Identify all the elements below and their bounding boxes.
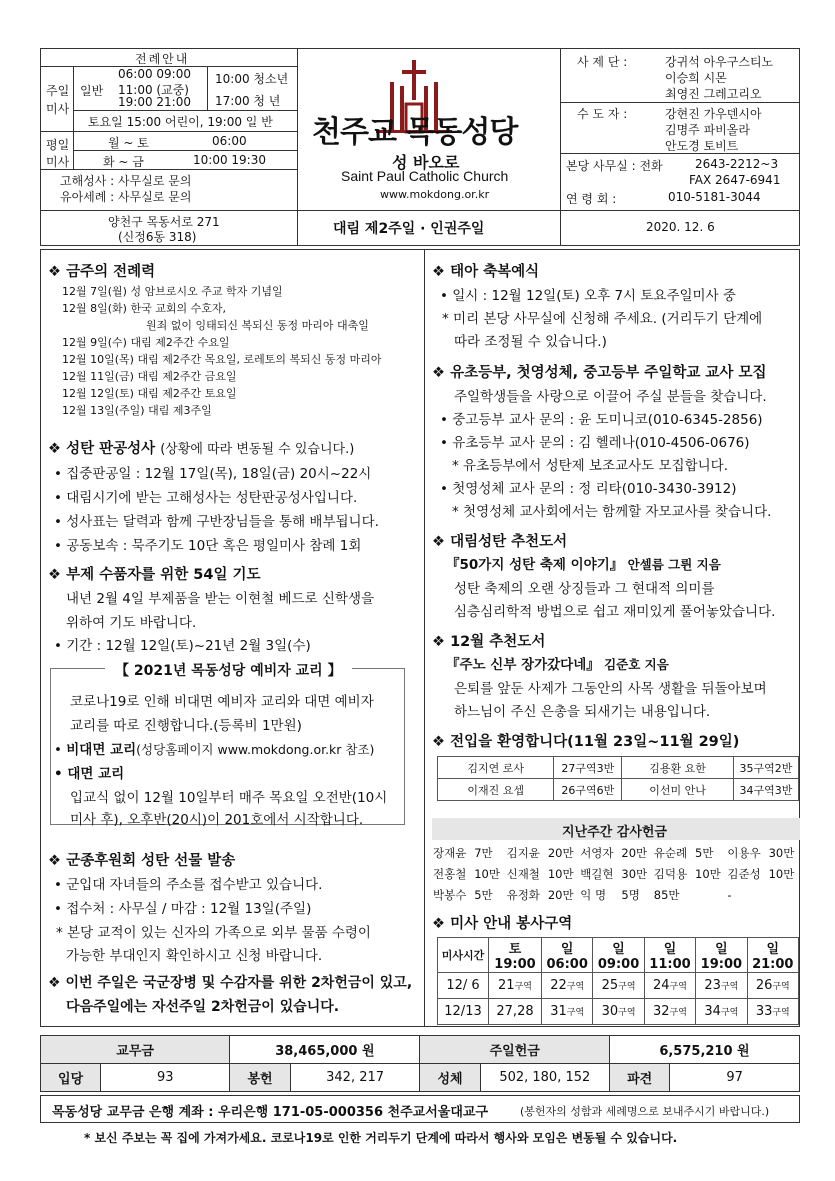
welcome-table (437, 756, 799, 801)
confession-line: • 집중판공일 : 12월 17일(목), 18일(금) 20시~22시 (54, 466, 372, 482)
patron-saint: 성 바오로 (392, 153, 460, 172)
confession-line: • 공동보속 : 묵주기도 10단 혹은 평일미사 참례 1회 (54, 538, 362, 554)
table-cell: 23구역 (696, 973, 747, 999)
table-row (41, 1036, 800, 1064)
office-phone: 2643-2212~3 (695, 157, 779, 171)
table-row (432, 884, 800, 905)
liturgy-item: 12월 9일(수) 대림 제2주간 수요일 (62, 336, 230, 349)
sunday-times-3: 19:00 21:00 (118, 95, 191, 109)
weekday-time-1: 06:00 (212, 134, 247, 148)
table-cell: 이용우 (727, 845, 761, 860)
table-cell: 주일헌금 (420, 1036, 610, 1064)
table-cell: 34구역 (696, 999, 747, 1025)
table-cell: 32구역 (644, 999, 695, 1025)
catechumen-title: 【 2021년 목동성당 예비자 교리 】 (105, 660, 352, 680)
table-cell: 일19:00 (696, 938, 747, 973)
table-cell: 20만 (547, 887, 574, 902)
website-url: www.mokdong.or.kr (380, 188, 490, 201)
advent-book-line-2: 심층심리학적 방법으로 쉽고 재미있게 풀어놓았습니다. (454, 604, 776, 620)
teachers-line: • 중고등부 교사 문의 : 윤 도미니코(010-6345-2856) (440, 412, 763, 428)
council-phone: 010-5181-3044 (668, 190, 761, 204)
table-cell: 5명 (621, 887, 640, 902)
unborn-blessing-title: ❖ 태아 축복예식 (432, 264, 540, 280)
liturgy-item: 12월 12일(토) 대림 제2주간 토요일 (62, 387, 237, 400)
bulletin-date: 2020. 12. 6 (646, 220, 715, 234)
table-cell: 20만 (547, 845, 574, 860)
liturgy-item: 12월 13일(주일) 대림 제3주일 (62, 404, 212, 417)
table-cell: 파견 (609, 1064, 669, 1092)
saturday-mass-row: 토요일 15:00 어린이, 19:00 일 반 (88, 115, 273, 129)
table-cell: 이재진 요셉 (438, 779, 554, 801)
catechumen-offline-2: 미사 후), 오후반(20시)이 201호에서 시작합니다. (70, 812, 364, 828)
december-book-title: ❖ 12월 추천도서 (432, 634, 546, 650)
clergy-1: 강귀석 아우구스티노 (665, 55, 774, 69)
table-cell: 12/ 6 (438, 973, 489, 999)
table-cell: 5만 (695, 845, 714, 860)
sunday-mass-label-2: 미사 (46, 102, 70, 116)
sunday-title: 대림 제2주일 · 인권주일 (333, 221, 485, 237)
table-cell: 김덕용 (653, 866, 688, 881)
table-cell: 박봉수 (433, 887, 467, 902)
table-cell: 6,575,210 원 (609, 1036, 799, 1064)
sunday-youth-time: 10:00 청소년 (215, 72, 289, 86)
baptism-info: 유아세례 : 사무실로 문의 (60, 190, 192, 204)
table-cell: 21구역 (489, 973, 542, 999)
table-cell: 10만 (474, 866, 500, 881)
december-book-name: 『주노 신부 장가갔다네』 김준호 지음 (446, 657, 669, 673)
table-cell: 일09:00 (593, 938, 644, 973)
english-name: Saint Paul Catholic Church (341, 168, 509, 184)
table-cell: 전홍철 (433, 866, 467, 881)
military-line-2: • 접수처 : 사무실 / 마감 : 12월 13일(주일) (54, 901, 312, 917)
weekday-days-2: 화 ~ 금 (103, 155, 144, 169)
table-cell: 익 명 (580, 887, 607, 902)
table-cell: 유정화 (506, 887, 540, 902)
office-label: 본당 사무실 : 전화 (566, 159, 663, 173)
table-cell: 27구역3반 (554, 757, 622, 779)
sunday-mass-label: 주일 (46, 84, 70, 98)
catechumen-offline-1: 입교식 없이 12월 10일부터 매주 목요일 오전반(10시 (70, 790, 388, 806)
table-row (438, 973, 799, 999)
sunday-times-2: 11:00 (교중) (118, 83, 189, 97)
table-cell: 7만 (474, 845, 493, 860)
table-row (432, 842, 800, 863)
table-cell: 이선미 안나 (622, 779, 733, 801)
collection-notice-2: 다음주일에는 자선주일 2차헌금이 있습니다. (66, 999, 340, 1015)
advent-book-line-1: 성탄 축제의 오랜 상징들과 그 현대적 의미를 (454, 581, 715, 597)
table-cell: 33구역 (747, 999, 798, 1025)
teachers-line: • 첫영성체 교사 문의 : 정 리타(010-3430-3912) (440, 481, 737, 497)
table-row (438, 938, 799, 973)
advent-book-name: 『50가지 성탄 축제 이야기』 안셀름 그륀 지음 (446, 557, 721, 573)
mass-service-title: ❖ 미사 안내 봉사구역 (432, 916, 573, 932)
teachers-title: ❖ 유초등부, 첫영성체, 중고등부 주일학교 교사 모집 (432, 365, 767, 381)
teachers-line: • 유초등부 교사 문의 : 김 헬레나(010-4506-0676) (440, 435, 750, 451)
table-cell: 김준성 (727, 866, 761, 881)
liturgy-title: ❖ 금주의 전례력 (48, 264, 156, 280)
weekday-mass-label: 평일 (46, 138, 70, 152)
address-line-2: (신정6동 318) (118, 230, 197, 244)
table-cell: 김용환 요한 (622, 757, 733, 779)
table-cell: 10만 (768, 866, 795, 881)
nuns-label: 수 도 자 : (577, 107, 628, 121)
table-cell: 10만 (695, 866, 721, 881)
table-cell: 일21:00 (747, 938, 798, 973)
confession-line: • 성사표는 달력과 함께 구반장님들을 통해 배부됩니다. (54, 514, 379, 530)
table-cell: 일11:00 (644, 938, 695, 973)
finance-table (40, 1035, 800, 1092)
table-row (438, 999, 799, 1025)
table-cell: 30만 (621, 866, 648, 881)
table-cell: 미사시간 (438, 938, 489, 973)
fax-number: FAX 2647-6941 (689, 173, 781, 187)
unborn-line-1: • 일시 : 12월 12일(토) 오후 7시 토요주일미사 중 (440, 288, 736, 304)
table-cell: 5만 (474, 887, 493, 902)
table-cell: 봉헌 (230, 1064, 290, 1092)
welcome-title: ❖ 전입을 환영합니다(11월 23일~11월 29일) (432, 734, 740, 750)
table-cell: 12/13 (438, 999, 489, 1025)
unborn-line-2: * 미리 본당 사무실에 신청해 주세요. (거리두기 단계에 (442, 311, 763, 327)
weekday-mass-label-2: 미사 (46, 155, 70, 169)
table-row (432, 863, 800, 884)
teachers-line: * 유초등부에서 성탄제 보조교사도 모집합니다. (452, 458, 728, 474)
prayer-period: • 기간 : 12월 12일(토)~21년 2월 3일(수) (54, 638, 311, 654)
table-cell: 백길현 (580, 866, 614, 881)
table-cell: 입당 (41, 1064, 101, 1092)
address-line-1: 양천구 목동서로 271 (108, 215, 220, 229)
table-cell: 10만 (547, 866, 574, 881)
advent-book-title: ❖ 대림성탄 추천도서 (432, 534, 568, 550)
council-label: 연 령 회 : (566, 192, 617, 206)
teachers-intro: 주일학생들을 사랑으로 이끌어 주실 분들을 찾습니다. (454, 389, 767, 405)
table-cell: 성체 (420, 1064, 480, 1092)
table-cell: 38,465,000 원 (230, 1036, 420, 1064)
table-cell: 22구역 (542, 973, 593, 999)
clergy-3: 최영진 그레고리오 (665, 87, 762, 101)
confession-info: 고해성사 : 사무실로 문의 (60, 174, 192, 188)
clergy-2: 이승희 시몬 (665, 71, 727, 85)
confession-title: ❖ 성탄 판공성사 (상황에 따라 변동될 수 있습니다.) (48, 441, 355, 457)
table-cell: 서영자 (580, 845, 614, 860)
military-line-4: 가능한 부대인지 확인하시고 신청 바랍니다. (66, 948, 323, 964)
table-row (41, 1064, 800, 1092)
december-book-line-1: 은퇴를 앞둔 사제가 그동안의 사목 생활을 뒤돌아보며 (454, 681, 767, 697)
unborn-line-3: 따라 조정될 수 있습니다.) (454, 334, 607, 350)
table-cell: 20만 (621, 845, 648, 860)
gratitude-table (432, 842, 800, 905)
liturgy-item: 12월 10일(목) 대림 제2주간 목요일, 로레토의 복되신 동정 마리아 (62, 353, 382, 366)
table-cell: 일06:00 (542, 938, 593, 973)
military-line-1: • 군입대 자녀들의 주소를 접수받고 있습니다. (54, 877, 323, 893)
table-cell: 93 (101, 1064, 230, 1092)
table-cell: 27,28 (489, 999, 542, 1025)
table-cell: 34구역3반 (733, 779, 798, 801)
liturgy-item: 12월 8일(화) 한국 교회의 수호자, (62, 302, 226, 315)
church-name: 천주교 목동성당 (312, 115, 518, 150)
table-cell: 신재철 (506, 866, 540, 881)
table-cell: 24구역 (644, 973, 695, 999)
table-cell: 토19:00 (489, 938, 542, 973)
table-cell (694, 884, 726, 905)
table-row (438, 779, 799, 801)
table-row (438, 757, 799, 779)
table-cell: 342, 217 (290, 1064, 420, 1092)
catechumen-line-1: 코로나19로 인해 비대면 예비자 교리와 대면 예비자 (70, 694, 374, 710)
gratitude-title: 지난주간 감사헌금 (562, 825, 667, 840)
schedule-title: 전례안내 (135, 52, 190, 66)
catechumen-line-2: 교리를 따로 진행합니다.(등록비 1만원) (70, 718, 302, 734)
prayer-title: ❖ 부제 수품자를 위한 54일 기도 (48, 567, 261, 583)
weekday-time-2: 10:00 19:30 (193, 153, 266, 167)
table-cell: 26구역6반 (554, 779, 622, 801)
sunday-times-1: 06:00 09:00 (118, 67, 191, 81)
sunday-young-adult-time: 17:00 청 년 (215, 94, 281, 108)
nun-1: 강현진 가우덴시아 (665, 107, 762, 121)
confession-line: • 대림시기에 받는 고해성사는 성탄판공성사입니다. (54, 490, 358, 506)
table-cell: - (727, 887, 732, 902)
table-cell: 31구역 (542, 999, 593, 1025)
clergy-label: 사 제 단 : (577, 55, 628, 69)
account-note: (봉헌자의 성함과 세례명으로 보내주시기 바랍니다.) (520, 1105, 770, 1118)
table-cell: 30만 (768, 845, 795, 860)
mass-service-table (437, 937, 799, 1025)
table-cell: 26구역 (747, 973, 798, 999)
table-cell: 502, 180, 152 (480, 1064, 609, 1092)
prayer-line-1: 내년 2월 4일 부제품을 받는 이현철 베드로 신학생을 (66, 591, 375, 607)
december-book-line-2: 하느님이 주신 은총을 되새기는 내용입니다. (454, 704, 711, 720)
catechumen-online: • 비대면 교리(성당홈페이지 www.mokdong.or.kr 참조) (54, 742, 375, 758)
table-cell: 30구역 (593, 999, 644, 1025)
prayer-line-2: 위하여 기도 바랍니다. (66, 615, 197, 631)
table-cell: 교무금 (41, 1036, 230, 1064)
liturgy-item: 12월 11일(금) 대림 제2주간 금요일 (62, 370, 237, 383)
table-cell: 유순례 (653, 845, 688, 860)
table-cell: 85만 (653, 887, 680, 902)
military-line-3: * 본당 교적이 있는 신자의 가족으로 외부 물품 수령이 (56, 925, 371, 941)
sunday-general-label: 일반 (80, 84, 104, 98)
liturgy-item: 12월 7일(월) 성 암브로시오 주교 학자 기념일 (62, 285, 283, 298)
table-cell: 장재윤 (433, 845, 467, 860)
military-title: ❖ 군종후원회 성탄 선물 발송 (48, 853, 236, 869)
nun-2: 김명주 파비올라 (665, 123, 750, 137)
bank-account: 목동성당 교무금 은행 계좌 : 우리은행 171-05-000356 천주교서울대교구 (52, 1105, 489, 1120)
nun-3: 안도경 토비트 (665, 139, 739, 153)
table-cell: 97 (670, 1064, 800, 1092)
weekday-days-1: 월 ~ 토 (108, 136, 149, 150)
table-cell (768, 884, 800, 905)
footer-note: * 보신 주보는 꼭 집에 가져가세요. 코로나19로 인한 거리두기 단계에 따라서 행사와 모임은 변동될 수 있습니다. (84, 1131, 678, 1145)
table-cell: 김지연 로사 (438, 757, 554, 779)
collection-notice: ❖ 이번 주일은 국군장병 및 수감자를 위한 2차헌금이 있고, (48, 975, 413, 991)
liturgy-item: 원죄 없이 잉태되신 복되신 동정 마리아 대축일 (146, 319, 369, 332)
table-cell: 35구역2반 (733, 757, 798, 779)
table-cell: 김지윤 (506, 845, 540, 860)
catechumen-offline-label: • 대면 교리 (54, 766, 125, 782)
table-cell: 25구역 (593, 973, 644, 999)
teachers-line: * 첫영성체 교사회에서는 함께할 자모교사를 찾습니다. (452, 504, 772, 520)
